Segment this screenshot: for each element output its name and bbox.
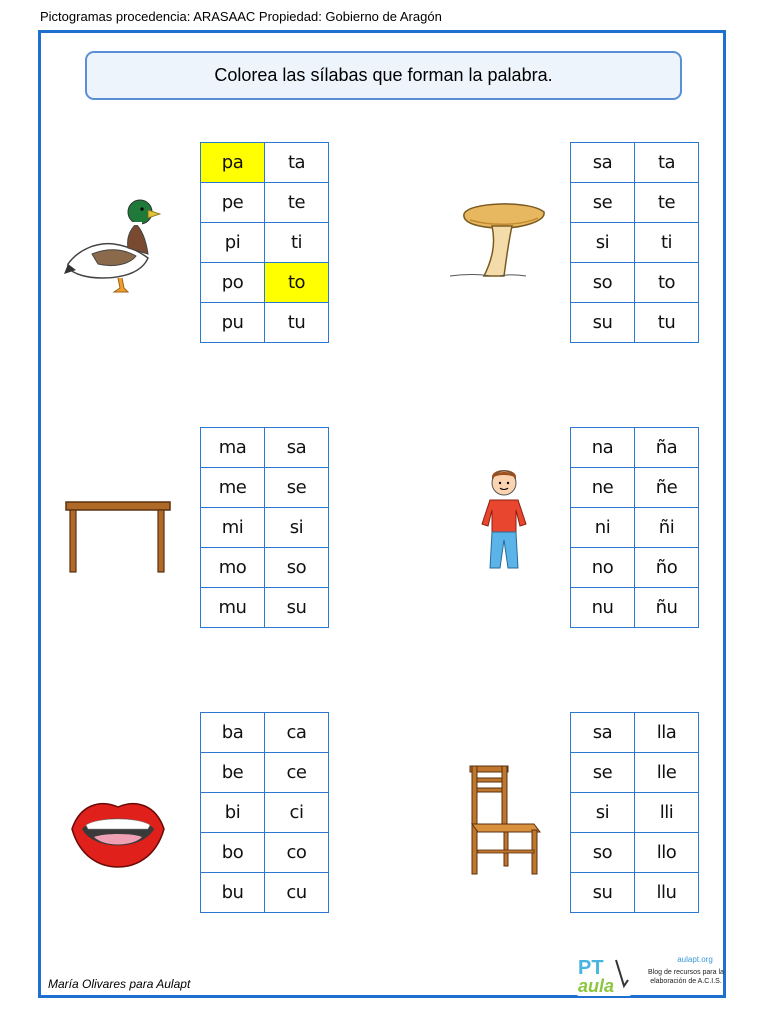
syllable-cell[interactable]: co [265,833,329,873]
mouth-pictogram [70,795,166,871]
syllable-cell[interactable]: po [201,263,265,303]
syllable-cell[interactable]: lli [635,793,699,833]
syllable-row [201,508,329,548]
logo-description: Blog de recursos para la elaboración de A.C.I.S. [648,969,724,985]
syllable-row [201,428,329,468]
syllable-cell[interactable]: te [265,183,329,223]
syllable-cell[interactable]: ba [201,713,265,753]
syllable-cell[interactable]: se [571,183,635,223]
syllable-cell[interactable]: pa [201,143,265,183]
syllable-cell[interactable]: si [571,793,635,833]
syllable-cell[interactable]: si [571,223,635,263]
syllable-cell[interactable]: ño [635,548,699,588]
syllable-cell[interactable]: ña [635,428,699,468]
syllable-cell[interactable]: pe [201,183,265,223]
syllable-row [571,873,699,913]
syllable-cell[interactable]: se [571,753,635,793]
syllable-cell[interactable]: ni [571,508,635,548]
syllable-row [571,223,699,263]
syllable-cell[interactable]: sa [265,428,329,468]
syllable-row [201,873,329,913]
syllable-cell[interactable]: na [571,428,635,468]
syllable-row [571,183,699,223]
syllable-cell[interactable]: su [571,303,635,343]
syllable-cell[interactable]: lle [635,753,699,793]
syllable-cell[interactable]: so [571,263,635,303]
syllable-cell[interactable]: su [571,873,635,913]
syllable-row [571,753,699,793]
syllable-cell[interactable]: ti [265,223,329,263]
syllable-cell[interactable]: lla [635,713,699,753]
syllable-cell[interactable]: ti [635,223,699,263]
chair-pictogram [464,764,544,878]
syllable-cell[interactable]: be [201,753,265,793]
syllable-cell[interactable]: ci [265,793,329,833]
syllable-cell[interactable]: si [265,508,329,548]
syllable-cell[interactable]: ta [265,143,329,183]
syllable-cell[interactable]: ne [571,468,635,508]
syllable-row [201,548,329,588]
syllable-cell[interactable]: ca [265,713,329,753]
syllable-cell[interactable]: sa [571,713,635,753]
syllable-row [201,263,329,303]
syllable-cell[interactable]: so [571,833,635,873]
syllable-cell[interactable]: nu [571,588,635,628]
syllable-row [201,468,329,508]
syllable-cell[interactable]: me [201,468,265,508]
syllable-row [571,468,699,508]
syllable-table-5 [200,712,329,913]
syllable-cell[interactable]: no [571,548,635,588]
duck-pictogram [62,192,162,296]
syllable-cell[interactable]: se [265,468,329,508]
author-credit: María Olivares para Aulapt [48,977,191,991]
syllable-table-4 [570,427,699,628]
syllable-row [571,833,699,873]
syllable-cell[interactable]: pu [201,303,265,343]
syllable-table-2 [570,142,699,343]
syllable-row [201,223,329,263]
syllable-cell[interactable]: mi [201,508,265,548]
syllable-row [201,713,329,753]
syllable-row [571,588,699,628]
syllable-cell[interactable]: sa [571,143,635,183]
logo-url: aulapt.org [677,955,713,964]
syllable-cell[interactable]: tu [635,303,699,343]
syllable-row [571,548,699,588]
syllable-cell[interactable]: ñu [635,588,699,628]
syllable-row [571,143,699,183]
syllable-row [201,833,329,873]
svg-text:aula: aula [578,976,615,996]
syllable-row [571,793,699,833]
syllable-table-1 [200,142,329,343]
syllable-cell[interactable]: su [265,588,329,628]
table-pictogram [64,498,172,578]
syllable-row [571,508,699,548]
syllable-cell[interactable]: ñi [635,508,699,548]
syllable-cell[interactable]: tu [265,303,329,343]
syllable-cell[interactable]: llu [635,873,699,913]
syllable-row [201,143,329,183]
syllable-row [571,263,699,303]
syllable-cell[interactable]: bi [201,793,265,833]
syllable-cell[interactable]: bu [201,873,265,913]
syllable-table-6 [570,712,699,913]
syllable-cell[interactable]: ma [201,428,265,468]
syllable-cell[interactable]: to [265,263,329,303]
syllable-cell[interactable]: te [635,183,699,223]
syllable-cell[interactable]: cu [265,873,329,913]
syllable-cell[interactable]: pi [201,223,265,263]
syllable-cell[interactable]: mu [201,588,265,628]
syllable-row [201,793,329,833]
syllable-row [571,428,699,468]
syllable-cell[interactable]: to [635,263,699,303]
source-credit: Pictogramas procedencia: ARASAAC Propiedad: Gobierno de Aragón [40,9,442,24]
syllable-row [571,303,699,343]
syllable-cell[interactable]: mo [201,548,265,588]
syllable-cell[interactable]: ñe [635,468,699,508]
syllable-cell[interactable]: so [265,548,329,588]
syllable-cell[interactable]: bo [201,833,265,873]
syllable-cell[interactable]: ce [265,753,329,793]
syllable-row [201,183,329,223]
syllable-row [571,713,699,753]
syllable-table-3 [200,427,329,628]
syllable-row [201,588,329,628]
syllable-row [201,753,329,793]
mushroom-pictogram [450,196,554,282]
syllable-row [201,303,329,343]
boy-pictogram [474,466,534,574]
syllable-cell[interactable]: llo [635,833,699,873]
svg-text:PT: PT [578,957,604,979]
syllable-cell[interactable]: ta [635,143,699,183]
instruction-box: Colorea las sílabas que forman la palabra. [85,51,682,100]
